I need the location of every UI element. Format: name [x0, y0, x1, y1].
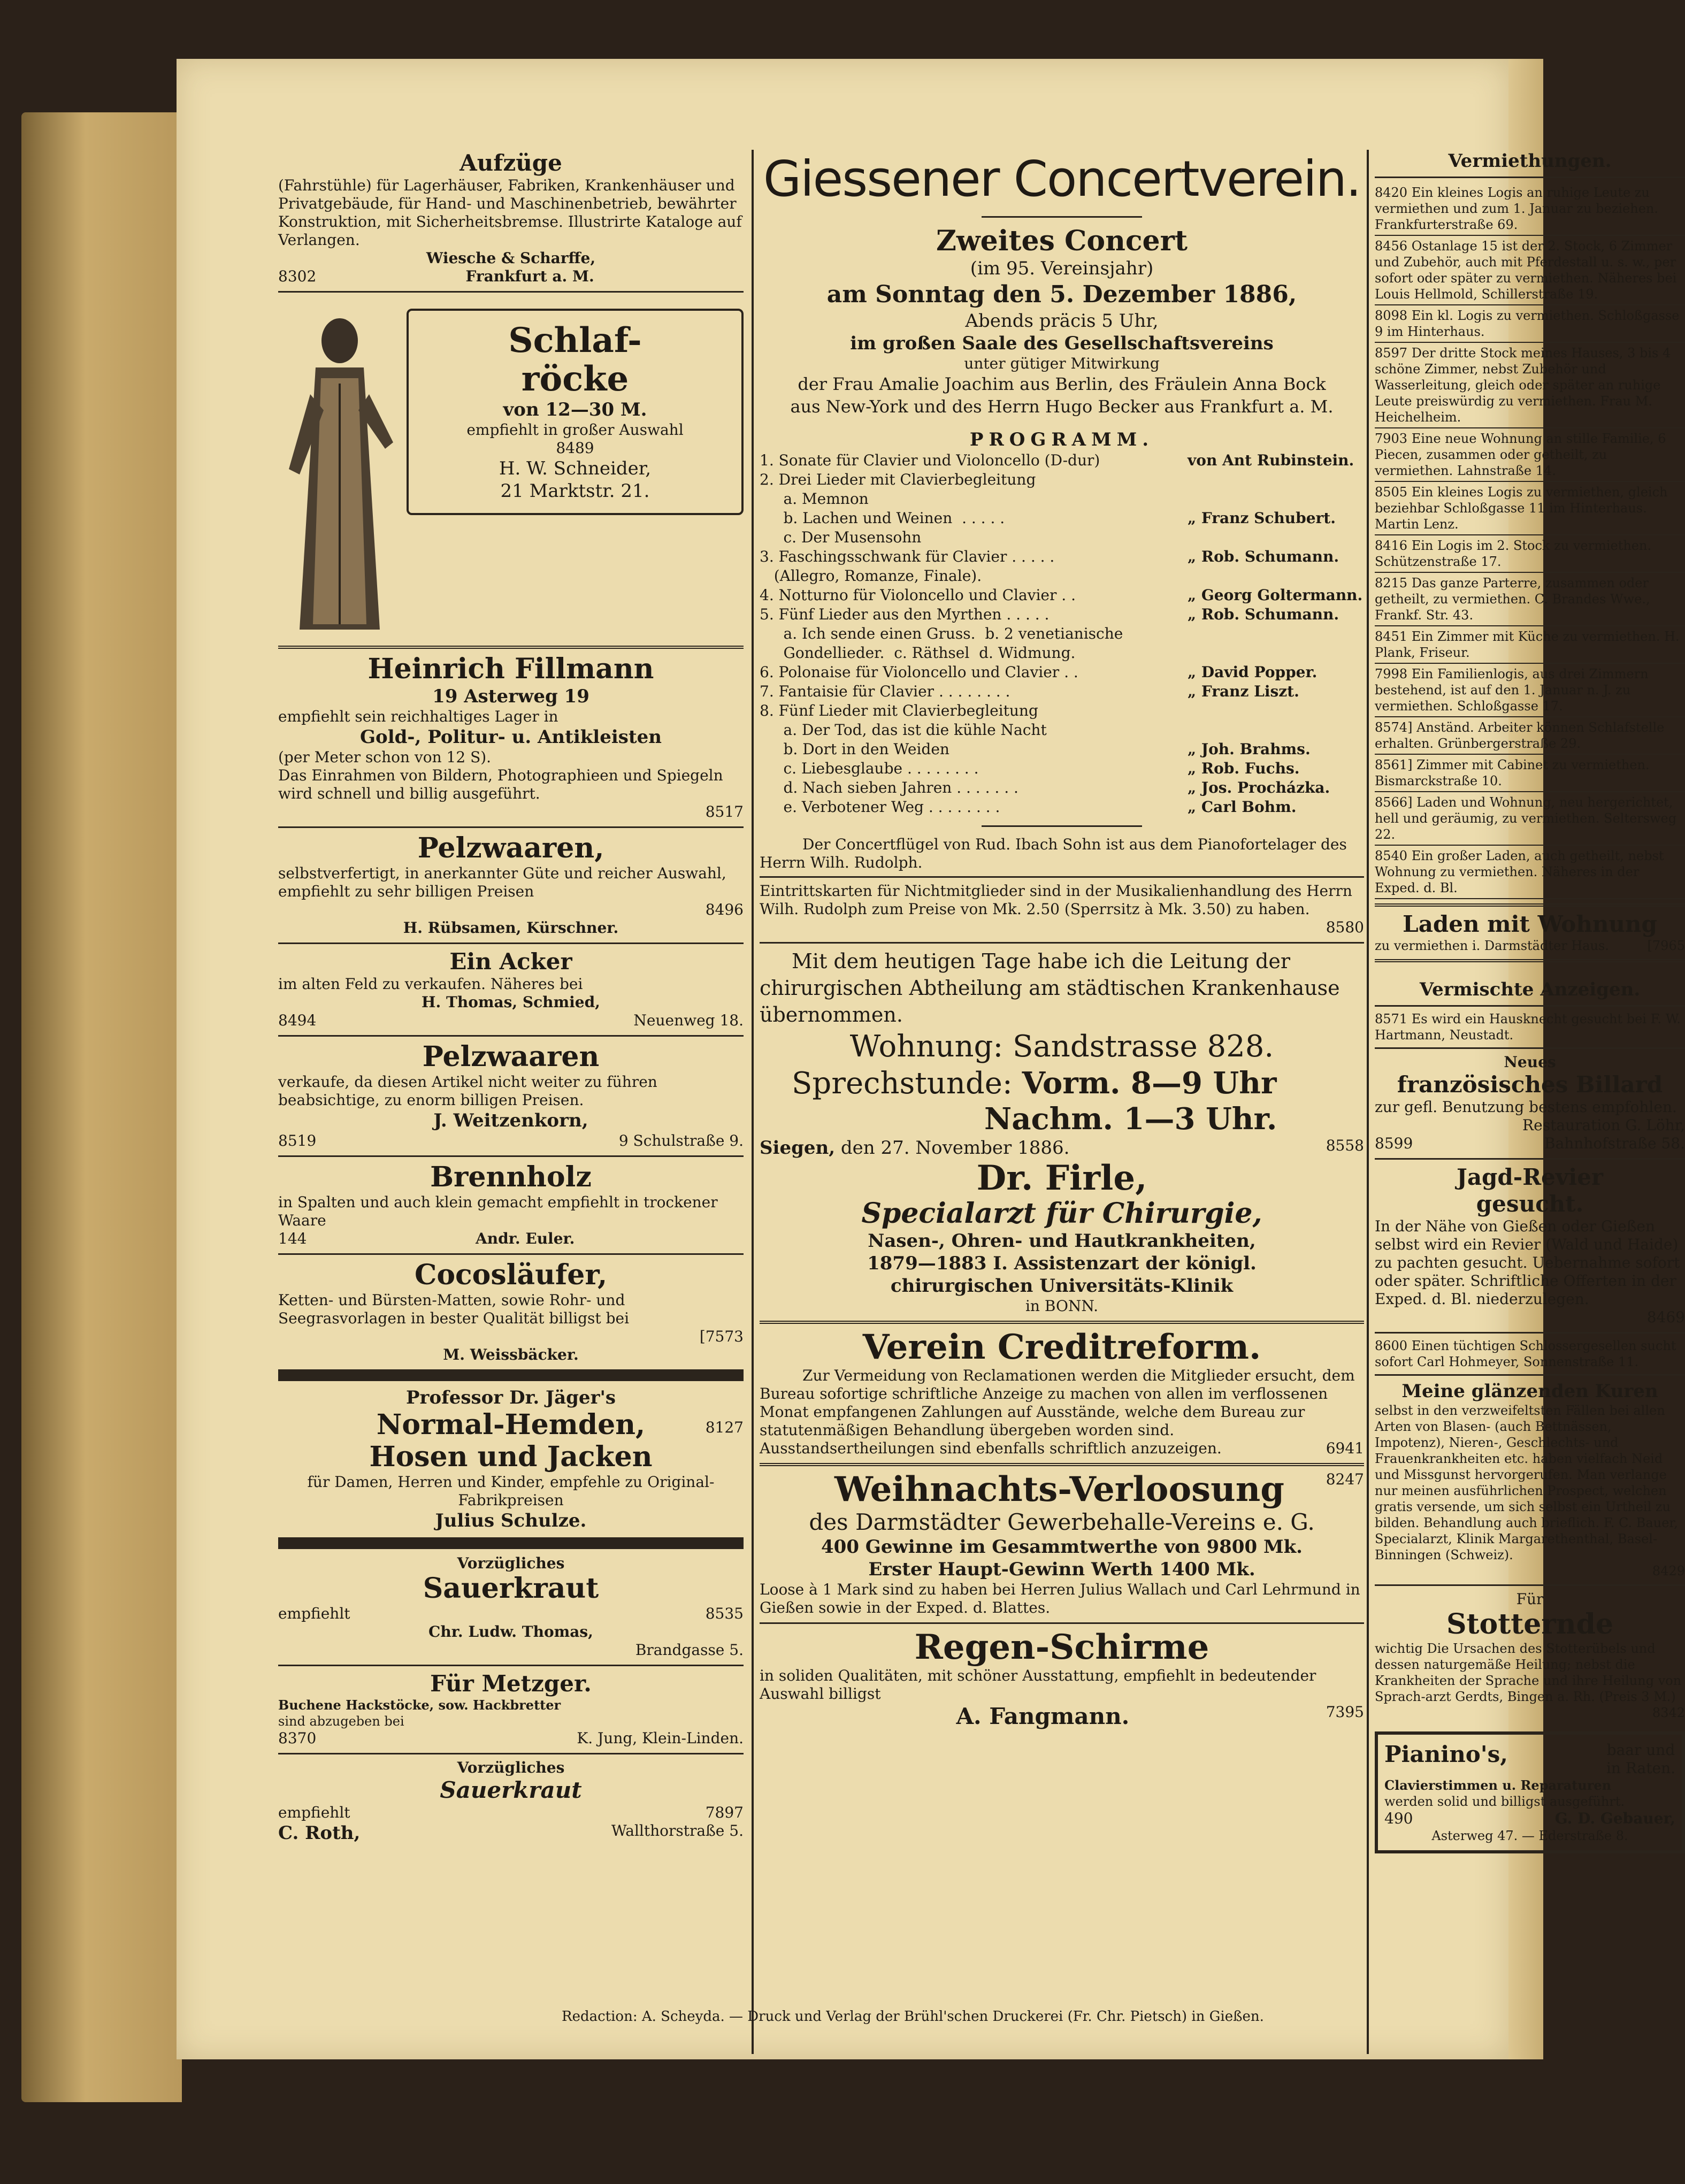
program-composer: „ Jos. Procházka. — [1188, 779, 1330, 796]
ad-number: 490 — [1384, 1810, 1413, 1827]
ad-title: Cocosläufer, — [414, 1259, 608, 1291]
ad-pretitle: Vorzügliches — [457, 1554, 565, 1572]
concert-performers-2: aus New-York und des Herrn Hugo Becker aus Frankfurt a. M. — [790, 396, 1334, 417]
concert-piano-note: Der Concertflügel von Rud. Ibach Sohn ist aus dem Pianofortelager des Herrn Wilh. Rudolph. — [760, 836, 1347, 871]
program-piece: b. Dort in den Weiden — [760, 740, 949, 758]
ad-subtitle: des Darmstädter Gewerbehalle-Vereins e. G. — [809, 1509, 1315, 1535]
ad-number: 8519 — [278, 1132, 317, 1150]
firle-line-2: 1879—1883 I. Assistenzart der königl. — [867, 1253, 1257, 1274]
ad-pelzwaaren-2 — [278, 1041, 744, 1150]
ad-fillmann — [278, 653, 744, 821]
ad-number: 8535 — [705, 1605, 744, 1622]
ad-schlafroecke — [278, 309, 744, 640]
book-spine — [21, 112, 182, 2102]
rental-listing: 8420 Ein kleines Logis an ruhige Leute zu vermiethen und zum 1. Januar zu beziehen. Frankfurterstraße 69. — [1375, 182, 1685, 236]
rental-listing: 8505 Ein kleines Logis zu vermiethen, gleich beziehbar Schloßgasse 11 im Hinterhaus. Martin Lenz. — [1375, 482, 1685, 535]
ad-address: Bahnhofstraße 58. — [1544, 1135, 1685, 1152]
ad-text: für Damen, Herren und Kinder, empfehle zu Original-Fabrikpreisen — [307, 1473, 715, 1509]
program-list — [760, 451, 1364, 817]
ad-number: 8127 — [705, 1419, 744, 1436]
program-title: PROGRAMM. — [969, 429, 1154, 450]
ad-number: 8580 — [1326, 918, 1364, 936]
ad-number: 8558 — [1326, 1137, 1364, 1154]
middle-column — [760, 150, 1364, 1735]
ad-kuren — [1375, 1380, 1685, 1579]
ad-address: 19 Asterweg 19 — [432, 686, 589, 707]
ad-price: von 12—30 M. — [503, 399, 647, 420]
ad-title-2: gesucht. — [1476, 1191, 1584, 1217]
ad-address: 21 Marktstr. 21. — [500, 480, 650, 502]
ad-number: 8302 — [278, 267, 317, 285]
ad-pretitle: Für — [1516, 1590, 1544, 1608]
ad-address: Asterweg 47. — Ederstraße 8. — [1431, 1828, 1628, 1843]
program-composer: „ Rob. Schumann. — [1188, 548, 1339, 565]
ad-creditreform — [760, 1328, 1364, 1458]
ad-text: Zur Vermeidung von Reclamationen werden die Mitglieder ersucht, dem Bureau sofortige schriftliche Anzeige zu machen von allen im verflossenen Monat empfangenen Zahlungen auf Ausstände, welche dem Bureau zur statutenmäßigen Behandlung übergeben worden sind. — [760, 1367, 1355, 1439]
program-composer — [1188, 624, 1364, 643]
ad-text: Clavierstimmen u. Reparaturen — [1384, 1777, 1612, 1793]
program-composer: „ Rob. Schumann. — [1188, 606, 1339, 623]
ad-address: 9 Schulstraße 9. — [618, 1132, 744, 1150]
program-piece: a. Der Tod, das ist die kühle Nacht — [760, 721, 1047, 739]
program-item — [760, 470, 1364, 489]
ad-acker — [278, 948, 744, 1030]
program-item — [760, 721, 1364, 740]
ad-text: Buchene Hackstöcke, sow. Hackbretter — [278, 1697, 561, 1713]
ad-body: empfiehlt in großer Auswahl — [466, 421, 684, 439]
program-composer: „ Georg Goltermann. — [1188, 586, 1363, 604]
firle-line-4: in BONN. — [1025, 1297, 1099, 1315]
program-item — [760, 605, 1364, 624]
ad-text-2: (per Meter schon von 12 S). — [278, 748, 492, 766]
ad-title: Brennholz — [430, 1161, 592, 1193]
ad-metzger — [278, 1670, 744, 1748]
program-item — [760, 509, 1364, 528]
program-piece: 1. Sonate für Clavier und Violoncello (D-dur) — [760, 451, 1100, 469]
left-column — [278, 150, 744, 1850]
program-piece: 2. Drei Lieder mit Clavierbegleitung — [760, 471, 1036, 488]
ad-stotternde — [1375, 1590, 1685, 1721]
program-piece: a. Ich sende einen Gruss. b. 2 venetianische — [760, 625, 1123, 642]
program-piece: 5. Fünf Lieder aus den Myrthen . . . . . — [760, 606, 1050, 623]
scroll-banner — [407, 309, 744, 515]
rental-listing: 8566] Laden und Wohnung, neu hergerichtet, hell und geräumig, zu vermiethen. Seltersweg 22. — [1375, 792, 1685, 846]
program-composer: „ Joh. Brahms. — [1188, 740, 1311, 758]
ad-title: Pelzwaaren, — [417, 832, 604, 864]
program-item — [760, 701, 1364, 721]
ad-number: 8247 — [1326, 1470, 1364, 1488]
man-in-robe-illustration — [278, 309, 401, 640]
ad-jagd — [1375, 1164, 1685, 1327]
firle-title: Specialarzt für Chirurgie, — [861, 1197, 1262, 1230]
program-composer — [1188, 489, 1364, 509]
concert-tickets: Eintrittskarten für Nichtmitglieder sind in der Musikalienhandlung des Herrn Wilh. Rudolph zum Preise von Mk. 2.50 (Sperrsitz à Mk. 3.50) zu haben. — [760, 882, 1352, 918]
ad-cocoslaeufer — [278, 1259, 744, 1364]
ad-title: Pianino's, — [1384, 1741, 1508, 1767]
program-composer — [1188, 701, 1364, 721]
firle-line-3: chirurgischen Universitäts-Klinik — [890, 1275, 1234, 1297]
ad-text-3: Das Einrahmen von Bildern, Photographieen und Spiegeln wird schnell und billig ausgeführt. — [278, 767, 723, 802]
program-item — [760, 586, 1364, 605]
ad-text: selbst in den verzweifeltsten Fällen bei allen Arten von Blasen- (auch Bettnässen, Impotenz), Nieren-, Geschlechts- und Frauenkrankheiten etc. haben vielfach Neid und Missgunst hervorgerufen. Man verlange nur meinen ausführlichen Prospect, welchen gratis versende, um sich selbst ein Urtheil zu bilden. Behandlung auch brieflich. F. C. Bauer, Specialarzt, Klinik Margarethenthal, Basel-Binningen (Schweiz). — [1375, 1403, 1678, 1562]
concert-subtitle: Zweites Concert — [936, 225, 1188, 257]
rental-listing: 8451 Ein Zimmer mit Küche zu vermiethen. H. Plank, Friseur. — [1375, 626, 1685, 664]
ad-jaeger — [278, 1386, 744, 1532]
program-piece: 6. Polonaise für Violoncello und Clavier . . — [760, 663, 1078, 681]
ad-title: Gold-, Politur- u. Antikleisten — [360, 726, 662, 748]
ad-billard — [1375, 1053, 1685, 1153]
ad-schlosser: 8600 Einen tüchtigen Schlossergesellen sucht sofort Carl Hohmeyer, Sonnenstraße 11. — [1375, 1338, 1676, 1369]
ad-title: Jagd-Revier — [1456, 1164, 1604, 1190]
ad-title: Regen-Schirme — [914, 1627, 1209, 1667]
ad-address: Brandgasse 5. — [635, 1641, 744, 1659]
program-piece: c. Der Musensohn — [760, 528, 922, 546]
program-piece: d. Nach sieben Jahren . . . . . . . — [760, 779, 1018, 796]
ad-pelzwaaren-1 — [278, 832, 744, 937]
program-item — [760, 528, 1364, 547]
program-composer: „ Carl Bohm. — [1188, 798, 1297, 816]
ad-text: wichtig Die Ursachen des Stotterübels und dessen naturgemäße Heilung; nebst die Krankheiten der Sprache und ihre Heilung von Sprach-arzt Gerdts, Bingen a. Rh. (Preis 3 M.) — [1375, 1641, 1682, 1704]
vermischte-title: Vermischte Anzeigen. — [1419, 979, 1641, 1000]
rental-listing: 8098 Ein kl. Logis zu vermiethen. Schloßgasse 9 im Hinterhaus. — [1375, 305, 1685, 343]
program-piece: Gondellieder. c. Räthsel d. Widmung. — [760, 644, 1076, 662]
ad-text: selbstverfertigt, in anerkannter Güte und reicher Auswahl, empfiehlt zu sehr billigen Preisen — [278, 864, 726, 900]
ad-sauerkraut-1 — [278, 1554, 744, 1659]
ad-title: französisches Billard — [1397, 1071, 1663, 1098]
program-item — [760, 682, 1364, 701]
rental-listing: 8540 Ein großer Laden, auch getheilt, nebst Wohnung zu vermiethen. Näheres in der Exped. d. Bl. — [1375, 846, 1685, 899]
ad-text: Ketten- und Bürsten-Matten, sowie Rohr- und Seegrasvorlagen in bester Qualität billigst bei — [278, 1291, 630, 1327]
ad-text-2: Ausstandsertheilungen sind ebenfalls schriftlich anzuzeigen. — [760, 1439, 1222, 1457]
ad-firm: C. Roth, — [278, 1822, 361, 1844]
ad-number: 6941 — [1326, 1439, 1364, 1457]
rental-listing: 8561] Zimmer mit Cabinet zu vermiethen. Bismarckstraße 10. — [1375, 755, 1685, 792]
ad-number: 7897 — [705, 1804, 744, 1821]
ad-number: 8496 — [705, 901, 744, 918]
ad-text: zur gefl. Benutzung bestens empfohlen. — [1375, 1098, 1677, 1116]
program-composer — [1188, 528, 1364, 547]
firle-wohnung-label: Wohnung: — [849, 1029, 1004, 1064]
rental-listing: 8597 Der dritte Stock meines Hauses, 3 bis 4 schöne Zimmer, nebst Zubehör und Wasserleitung, gleich oder später an ruhige Leute preiswürdig zu vermiethen. Frau M. Heichelheim. — [1375, 343, 1685, 428]
ad-firm: M. Weissbäcker. — [443, 1346, 579, 1363]
rental-listing: 7903 Eine neue Wohnung an stille Familie, 6 Piecen, zusammen oder getheilt, zu vermiethen. Lahnstraße 14. — [1375, 428, 1685, 482]
program-piece: 4. Notturno für Violoncello und Clavier . . — [760, 586, 1076, 604]
ad-number: 8489 — [556, 439, 594, 457]
ad-address: Wallthorstraße 5. — [611, 1822, 744, 1840]
program-item — [760, 489, 1364, 509]
ad-title: Weihnachts-Verloosung — [834, 1469, 1284, 1509]
ad-number: 8429 — [1652, 1564, 1685, 1578]
ad-title: Pelzwaaren — [422, 1040, 600, 1073]
ad-laden — [1375, 911, 1685, 954]
program-piece: 3. Faschingsschwank für Clavier . . . . . — [760, 548, 1055, 565]
right-column — [1375, 150, 1685, 1853]
ad-text: in Spalten und auch klein gemacht empfiehlt in trockener Waare — [278, 1193, 718, 1229]
ad-text-2: sind abzugeben bei — [278, 1714, 404, 1729]
program-composer — [1188, 470, 1364, 489]
ad-aufzuege — [278, 150, 744, 286]
ad-title: Professor Dr. Jäger's — [405, 1387, 616, 1408]
ad-side-1: baar und — [1606, 1741, 1675, 1759]
ad-pretitle: Vorzügliches — [457, 1759, 565, 1776]
ad-firm: Julius Schulze. — [435, 1510, 587, 1531]
ad-number: 144 — [278, 1230, 307, 1247]
program-composer: „ Rob. Fuchs. — [1188, 760, 1300, 777]
rental-listing: 8456 Ostanlage 15 ist der 2. Stock, 6 Zimmer und Zubehör, auch mit Pferdestall u. s. w., per sofort oder später zu vermiethen. Näheres bei Louis Hellmold, Schillerstraße 19. — [1375, 236, 1685, 305]
rental-listing: 8574] Anständ. Arbeiter können Schlafstelle erhalten. Grünbergerstraße 29. — [1375, 717, 1685, 755]
ad-firm: A. Fangmann. — [956, 1703, 1130, 1729]
ad-title: Aufzüge — [459, 150, 562, 176]
ad-pianinos — [1375, 1731, 1685, 1853]
firle-line-1: Nasen-, Ohren- und Hautkrankheiten, — [868, 1230, 1256, 1252]
ad-address: Neuenweg 18. — [633, 1011, 744, 1029]
program-piece: 8. Fünf Lieder mit Clavierbegleitung — [760, 702, 1038, 719]
ad-firm: Andr. Euler. — [476, 1230, 575, 1247]
concert-announcement — [760, 150, 1364, 937]
column-divider-right — [1367, 150, 1369, 2054]
ad-number: 8370 — [278, 1729, 317, 1747]
rental-listing: 7998 Ein Familienlogis, aus drei Zimmern bestehend, ist auf den 1. Januar n. J. zu vermiethen. Schloßgasse 17. — [1375, 664, 1685, 717]
ad-firm: H. W. Schneider, — [499, 458, 652, 479]
concert-date: am Sonntag den 5. Dezember 1886, — [826, 281, 1297, 308]
ad-number: [7965 — [1647, 938, 1685, 953]
program-piece: a. Memnon — [760, 490, 869, 508]
ad-brennholz — [278, 1161, 744, 1248]
ad-side-2: in Raten. — [1606, 1759, 1675, 1777]
ad-verloosung — [760, 1470, 1364, 1617]
program-item — [760, 778, 1364, 798]
ad-number: 7395 — [1326, 1703, 1364, 1721]
ad-hausknecht: 8571 Es wird ein Hausknecht gesucht bei F. W. Hartmann, Neustadt. — [1375, 1011, 1681, 1043]
firle-sprech: Vorm. 8—9 Uhr — [1022, 1066, 1277, 1101]
firle-sprech-label: Sprechstunde: — [792, 1066, 1013, 1101]
ad-number: 8342 — [1652, 1705, 1685, 1720]
program-composer — [1188, 721, 1364, 740]
concert-time: Abends präcis 5 Uhr, — [965, 310, 1159, 332]
ad-body: (Fahrstühle) für Lagerhäuser, Fabriken, Krankenhäuser und Privatgebäude, für Hand- und Maschinenbetrieb, bewährter Konstruktion, mit Sicherheitsbremse. Illustrirte Kataloge auf Verlangen. — [278, 177, 742, 249]
vermiethungen-list — [1375, 182, 1685, 899]
ad-title: Laden mit Wohnung — [1403, 911, 1657, 937]
ad-number: 8494 — [278, 1011, 317, 1029]
program-item — [760, 740, 1364, 759]
ad-text: empfiehlt — [278, 1605, 350, 1622]
newspaper-page — [177, 59, 1685, 2059]
program-item — [760, 624, 1364, 643]
ad-title: Sauerkraut — [423, 1572, 599, 1605]
ad-firm: H. Thomas, Schmied, — [422, 993, 600, 1011]
program-item — [760, 643, 1364, 663]
firle-wohnung: Sandstrasse 828. — [1013, 1029, 1274, 1064]
vermiethungen-title: Vermiethungen. — [1448, 150, 1612, 172]
ad-title: Verein Creditreform. — [862, 1327, 1261, 1367]
program-composer — [1188, 643, 1364, 663]
ad-name: Heinrich Fillmann — [367, 653, 654, 685]
ad-text: im alten Feld zu verkaufen. Näheres bei — [278, 975, 583, 993]
program-piece: b. Lachen und Weinen . . . . . — [760, 509, 1005, 527]
program-item — [760, 798, 1364, 817]
ad-title-2: röcke — [521, 359, 629, 399]
ad-firm: Chr. Ludw. Thomas, — [428, 1623, 593, 1641]
ad-number: 8599 — [1375, 1135, 1413, 1152]
ad-title-2: Normal-Hemden, — [376, 1408, 646, 1441]
rental-listing: 8416 Ein Logis im 2. Stock zu vermiethen. Schützenstraße 17. — [1375, 535, 1685, 573]
concert-performers: der Frau Amalie Joachim aus Berlin, des Fräulein Anna Bock — [798, 374, 1326, 394]
program-item — [760, 451, 1364, 470]
ad-title: Schlaf- — [508, 320, 642, 361]
program-composer: „ David Popper. — [1188, 663, 1318, 681]
ad-firm: H. Rübsamen, Kürschner. — [403, 919, 619, 937]
concert-year: (im 95. Vereinsjahr) — [970, 258, 1154, 279]
ad-text: in soliden Qualitäten, mit schöner Ausstattung, empfiehlt in bedeutender Auswahl billigst — [760, 1667, 1316, 1703]
ad-text: verkaufe, da diesen Artikel nicht weiter zu führen beabsichtige, zu enorm billigen Preisen. — [278, 1073, 657, 1109]
program-item — [760, 663, 1364, 682]
ad-sauerkraut-2 — [278, 1759, 744, 1844]
program-item — [760, 566, 1364, 586]
ad-firm: K. Jung, Klein-Linden. — [577, 1729, 744, 1747]
ad-dr-firle — [760, 948, 1364, 1315]
ad-firm: G. D. Gebauer, — [1554, 1810, 1675, 1827]
ad-title: Meine glänzenden Kuren — [1401, 1381, 1658, 1402]
program-piece: e. Verbotener Weg . . . . . . . . — [760, 798, 1000, 816]
ad-title: Stotternde — [1446, 1608, 1614, 1641]
ad-regenschirme — [760, 1628, 1364, 1730]
column-divider-left — [752, 150, 754, 2054]
program-composer: von Ant Rubinstein. — [1188, 451, 1354, 469]
program-item — [760, 759, 1364, 778]
ad-title-3: Hosen und Jacken — [369, 1440, 653, 1473]
ad-text-2: werden solid und billigst ausgeführt. — [1384, 1794, 1625, 1809]
program-composer: „ Franz Schubert. — [1188, 509, 1336, 527]
ad-pretitle: Neues — [1504, 1053, 1556, 1071]
program-piece: 7. Fantaisie für Clavier . . . . . . . . — [760, 683, 1010, 700]
ad-text: zu vermiethen i. Darmstädter Haus. — [1375, 938, 1609, 953]
ad-title: Ein Acker — [449, 948, 572, 975]
rental-listing: 8215 Das ganze Parterre, zusammen oder getheilt, zu vermiethen. C. Brandes Wwe., Frankf. Str. 43. — [1375, 573, 1685, 626]
firle-place: Siegen, — [760, 1137, 836, 1159]
program-piece: c. Liebesglaube . . . . . . . . — [760, 760, 979, 777]
program-item — [760, 547, 1364, 566]
ad-line-2: Erster Haupt-Gewinn Werth 1400 Mk. — [868, 1559, 1255, 1580]
ad-line-1: 400 Gewinne im Gesammtwerthe von 9800 Mk. — [821, 1536, 1303, 1558]
program-composer: „ Franz Liszt. — [1188, 683, 1299, 700]
concert-place: im großen Saale des Gesellschaftsvereins — [850, 333, 1274, 354]
ad-number: 8469 — [1646, 1308, 1685, 1326]
concert-help: unter gütiger Mitwirkung — [964, 355, 1160, 372]
imprint-footer: Redaction: A. Scheyda. — Druck und Verlag der Brühl'schen Druckerei (Fr. Chr. Pietsch) in Gießen. — [562, 2009, 1264, 2025]
program-piece: (Allegro, Romanze, Finale). — [760, 567, 982, 585]
concert-title: Giessener Concertverein. — [763, 150, 1361, 208]
ad-title: Für Metzger. — [430, 1670, 592, 1697]
ad-number: [7573 — [699, 1328, 744, 1345]
firle-name: Dr. Firle, — [976, 1158, 1147, 1198]
ad-text: empfiehlt sein reichhaltiges Lager in — [278, 708, 558, 725]
ad-text: Loose à 1 Mark sind zu haben bei Herren Julius Wallach und Carl Lehrmund in Gießen sowie in der Exped. d. Blattes. — [760, 1581, 1360, 1616]
firle-intro: Mit dem heutigen Tage habe ich die Leitung der chirurgischen Abtheilung am städtischen Krankenhause übernommen. — [760, 949, 1340, 1026]
ad-text: In der Nähe von Gießen oder Gießen selbst wird ein Revier (Wald und Haide) zu pachten gesucht. Uebernahme sofort oder später. Schriftliche Offerten in der Exped. d. Bl. niederzulegen. — [1375, 1217, 1680, 1308]
firle-date: den 27. November 1886. — [840, 1137, 1070, 1159]
ad-firm: J. Weitzenkorn, — [433, 1110, 588, 1131]
firle-sprech-2: Nachm. 1—3 Uhr. — [984, 1101, 1277, 1137]
ad-text: empfiehlt — [278, 1804, 350, 1821]
ad-title: Sauerkraut — [440, 1777, 582, 1803]
ad-firm: Restauration G. Löhr, — [1522, 1116, 1685, 1134]
ad-city: Frankfurt a. M. — [465, 267, 594, 285]
program-composer — [1188, 566, 1364, 586]
ad-number: 8517 — [705, 803, 744, 821]
ad-firm: Wiesche & Scharffe, — [426, 249, 596, 267]
